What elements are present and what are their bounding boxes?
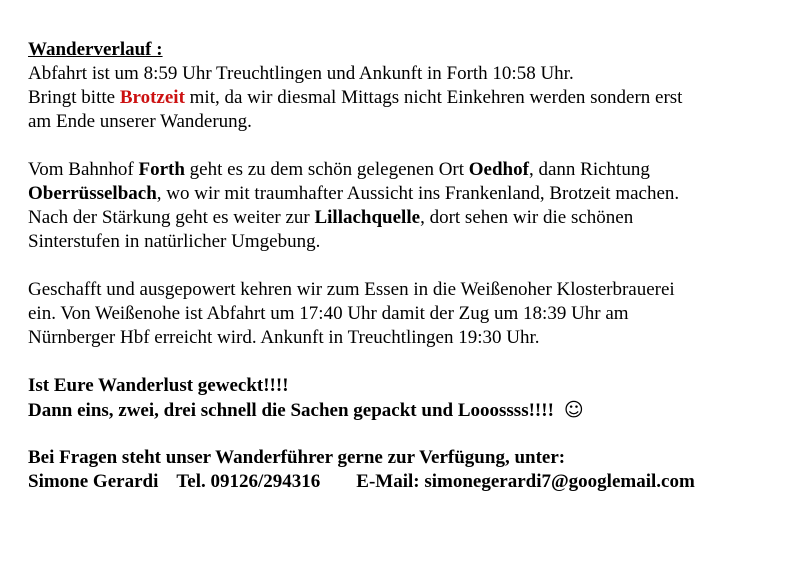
paragraph-spacer <box>28 350 788 374</box>
schedule-line-3: am Ende unserer Wanderung. <box>28 111 252 132</box>
cheer-line-1: Ist Eure Wanderlust geweckt!!!! <box>28 375 289 396</box>
return-line-1: Geschafft und ausgepowert kehren wir zum Essen in die Weißenoher Klosterbrauerei <box>28 279 675 300</box>
schedule-line-1: Abfahrt ist um 8:59 Uhr Treuchtlingen und Ankunft in Forth 10:58 Uhr. <box>28 63 574 84</box>
contact-phone: Tel. 09126/294316 <box>176 471 321 492</box>
route-line-3 <box>28 206 788 230</box>
route-line-4: Sinterstufen in natürlicher Umgebung. <box>28 231 321 252</box>
contact-details <box>28 470 788 494</box>
route-line-1-mid: geht es zu dem schön gelegenen Ort <box>184 159 469 180</box>
schedule-line-2 <box>28 86 788 110</box>
place-oedhof: Oedhof <box>468 159 529 180</box>
contact-name: Simone Gerardi <box>28 471 159 492</box>
return-line-2: ein. Von Weißenohe ist Abfahrt um 17:40 Uhr damit der Zug um 18:39 Uhr am <box>28 303 629 324</box>
place-lillachquelle: Lillachquelle <box>314 207 421 228</box>
route-line-3-end: , dort sehen wir die schönen <box>420 207 634 228</box>
route-line-2 <box>28 182 788 206</box>
schedule-line-2-end: mit, da wir diesmal Mittags nicht Einkehren werden sondern erst <box>184 87 683 108</box>
route-line-3-start: Nach der Stärkung geht es weiter zur <box>28 207 315 228</box>
route-line-2-end: , wo wir mit traumhafter Aussicht ins Frankenland, Brotzeit machen. <box>156 183 680 204</box>
contact-email: E-Mail: simonegerardi7@googlemail.com <box>356 471 695 492</box>
cheer-line-2-text: Dann eins, zwei, drei schnell die Sachen gepackt und Looossss!!!! <box>28 400 554 421</box>
schedule-line-2-start: Bringt bitte <box>28 87 120 108</box>
section-heading: Wanderverlauf : <box>28 39 163 60</box>
place-forth: Forth <box>138 159 185 180</box>
highlight-brotzeit: Brotzeit <box>119 87 185 108</box>
place-oberruesselbach: Oberrüsselbach <box>28 183 157 204</box>
document-body <box>28 38 788 494</box>
paragraph-spacer <box>28 254 788 278</box>
paragraph-spacer <box>28 134 788 158</box>
route-line-1-start: Vom Bahnhof <box>28 159 139 180</box>
paragraph-spacer <box>28 422 788 446</box>
route-line-1-end: , dann Richtung <box>528 159 650 180</box>
return-line-3: Nürnberger Hbf erreicht wird. Ankunft in Treuchtlingen 19:30 Uhr. <box>28 327 540 348</box>
cheer-line-2 <box>28 398 788 422</box>
smiley-icon: ☺ <box>563 399 584 421</box>
route-line-1 <box>28 158 788 182</box>
contact-intro: Bei Fragen steht unser Wanderführer gerne zur Verfügung, unter: <box>28 447 566 468</box>
